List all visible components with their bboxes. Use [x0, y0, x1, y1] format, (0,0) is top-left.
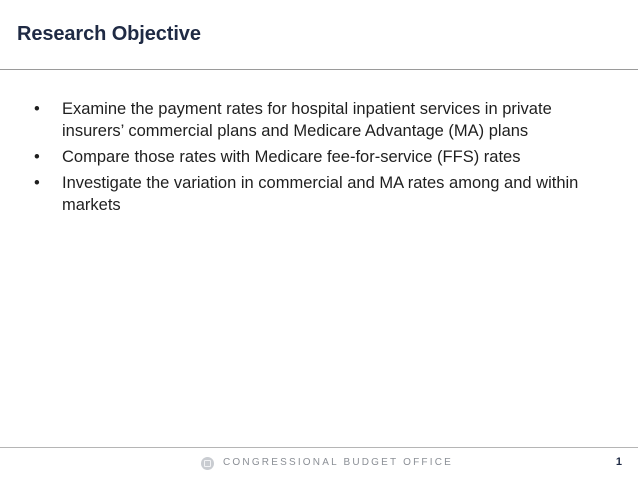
footer-divider [0, 447, 638, 448]
bullet-item [33, 172, 593, 216]
bullet-text: Compare those rates with Medicare fee-for-service (FFS) rates [62, 148, 521, 166]
bullet-item [33, 98, 593, 142]
bullet-dot-icon: • [34, 148, 40, 166]
slide-title: Research Objective [17, 23, 201, 45]
bullet-text: Investigate the variation in commercial and MA rates among and within markets [62, 174, 579, 214]
page-number: 1 [615, 456, 622, 468]
bullet-dot-icon: • [34, 100, 40, 118]
bullet-text: Examine the payment rates for hospital inpatient services in private insurers’ commercial plans and Medicare Advantage (MA) plans [62, 100, 552, 140]
slide-footer [0, 455, 638, 475]
bullet-item [33, 146, 593, 168]
agency-name: CONGRESSIONAL BUDGET OFFICE [223, 457, 453, 468]
cbo-seal-icon [201, 457, 214, 470]
title-divider [0, 69, 638, 70]
bullet-dot-icon: • [34, 174, 40, 192]
bullet-list [33, 98, 593, 220]
